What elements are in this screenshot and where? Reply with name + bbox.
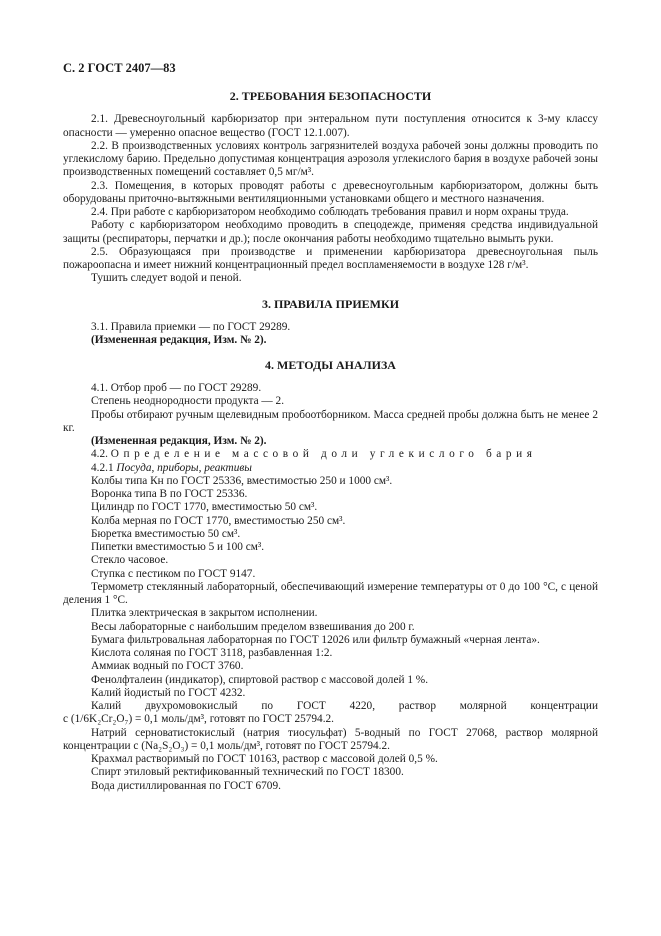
paragraph-4-1-samples: Пробы отбирают ручным щелевидным пробоотборником. Масса средней пробы должна быть не менее 2 кг.: [63, 408, 598, 434]
list-item: Весы лабораторные с наибольшим пределом взвешивания до 200 г.: [91, 620, 415, 633]
section-4-title: 4. МЕТОДЫ АНАЛИЗА: [265, 358, 396, 372]
list-item: Калий йодистый по ГОСТ 4232.: [91, 686, 246, 699]
list-item: Спирт этиловый ректификованный технический по ГОСТ 18300.: [91, 766, 404, 779]
list-item: Колба мерная по ГОСТ 1770, вместимостью 250 см³.: [91, 514, 346, 527]
paragraph-4-2-1-title: Посуда, приборы, реактивы: [116, 461, 252, 474]
paragraph-2-5-cont: Тушить следует водой и пеной.: [91, 272, 242, 285]
reagent-thiosulfate-line2: концентрации c (Na₂S₂O₃) = 0,1 моль/дм³, готовят по ГОСТ 25794.2.: [63, 739, 390, 752]
paragraph-2-4-cont: Работу с карбюризатором необходимо проводить в спецодежде, применяя средства индивидуальной защиты (респираторы, перчатки и др.); после окончания работы необходимо тщательно вымыть руки.: [63, 219, 598, 245]
page-header: С. 2 ГОСТ 2407—83: [63, 61, 176, 75]
list-item: Колбы типа Кн по ГОСТ 25336, вместимостью 250 и 1000 см³.: [91, 474, 393, 487]
list-item: Вода дистиллированная по ГОСТ 6709.: [91, 779, 281, 792]
paragraph-4-2: [63, 448, 598, 461]
list-item: Бумага фильтровальная лабораторная по ГОСТ 12026 или фильтр бумажный «черная лента».: [91, 633, 540, 646]
reagent-k2cr2o7-line2: c (1/6K₂Cr₂O₇) = 0,1 моль/дм³, готовят по ГОСТ 25794.2.: [63, 713, 334, 726]
amendment-note-4: (Измененная редакция, Изм. № 2).: [91, 435, 267, 447]
paragraph-3-1: 3.1. Правила приемки — по ГОСТ 29289.: [91, 320, 291, 333]
list-item: Плитка электрическая в закрытом исполнении.: [91, 607, 318, 620]
reagent-thiosulfate-line1: Натрий серноватистокислый (натрия тиосульфат) 5-водный по ГОСТ 27068, раствор молярной: [91, 726, 598, 739]
list-item: Стекло часовое.: [91, 554, 169, 567]
paragraph-2-1: 2.1. Древесноугольный карбюризатор при энтеральном пути поступления относится к 3-му классу опасности — умеренно опасное вещество (ГОСТ 12.1.007).: [63, 113, 598, 139]
paragraph-4-1-degree: Степень неоднородности продукта — 2.: [91, 395, 285, 408]
list-item: Крахмал растворимый по ГОСТ 10163, раствор с массовой долей 0,5 %.: [91, 753, 438, 765]
list-item: Воронка типа В по ГОСТ 25336.: [91, 488, 248, 500]
list-item: Кислота соляная по ГОСТ 3118, разбавленная 1:2.: [91, 647, 333, 659]
section-2-title: 2. ТРЕБОВАНИЯ БЕЗОПАСНОСТИ: [229, 89, 432, 104]
paragraph-4-2-number: 4.2.: [91, 448, 108, 461]
list-item: Аммиак водный по ГОСТ 3760.: [91, 660, 244, 673]
paragraph-2-4: 2.4. При работе с карбюризатором необходимо соблюдать требования правил и норм охраны труда.: [91, 206, 569, 218]
paragraph-2-3: 2.3. Помещения, в которых проводят работы с древесноугольным карбюризатором, должны быть оборудованы приточно-вытяжными вентиляционными установками общего и местного назначения.: [63, 179, 598, 205]
paragraph-4-2-1-number: 4.2.1: [91, 461, 114, 474]
section-3-title: 3. ПРАВИЛА ПРИЕМКИ: [261, 296, 400, 311]
amendment-note-3: (Измененная редакция, Изм. № 2).: [91, 333, 267, 346]
list-item: Цилиндр по ГОСТ 1770, вместимостью 50 см³.: [91, 501, 318, 514]
paragraph-2-5: 2.5. Образующаяся при производстве и применении карбюризатора древесноугольная пыль пожароопасна и имеет нижний концентрационный предел воспламеняемости в воздухе 128 г/м³.: [63, 245, 598, 271]
list-item: Термометр стеклянный лабораторный, обеспечивающий измерение температуры от 0 до 100 °С, с ценой деления 1 °С.: [63, 580, 598, 606]
list-item: Пипетки вместимостью 5 и 100 см³.: [91, 541, 265, 553]
list-item: Фенолфталеин (индикатор), спиртовой раствор с массовой долей 1 %.: [91, 673, 429, 686]
paragraph-2-2: 2.2. В производственных условиях контроль загрязнителей воздуха рабочей зоны должны проводить по углекислому барию. Предельно допустимая концентрация аэрозоля углекислого бария в воздухе рабочей зоны производственных помещений составляет 0,5 мг/м³.: [63, 139, 598, 179]
reagent-k2cr2o7-line1: Калий двухромовокислый по ГОСТ 4220, раствор молярной концентрации: [91, 700, 598, 712]
paragraph-4-1: 4.1. Отбор проб — по ГОСТ 29289.: [91, 382, 262, 394]
list-item: Бюретка вместимостью 50 см³.: [91, 527, 241, 540]
list-item: Ступка с пестиком по ГОСТ 9147.: [91, 567, 256, 580]
paragraph-4-2-1: [63, 462, 598, 475]
paragraph-4-2-title: Определение массовой доли углекислого бария: [110, 448, 537, 461]
